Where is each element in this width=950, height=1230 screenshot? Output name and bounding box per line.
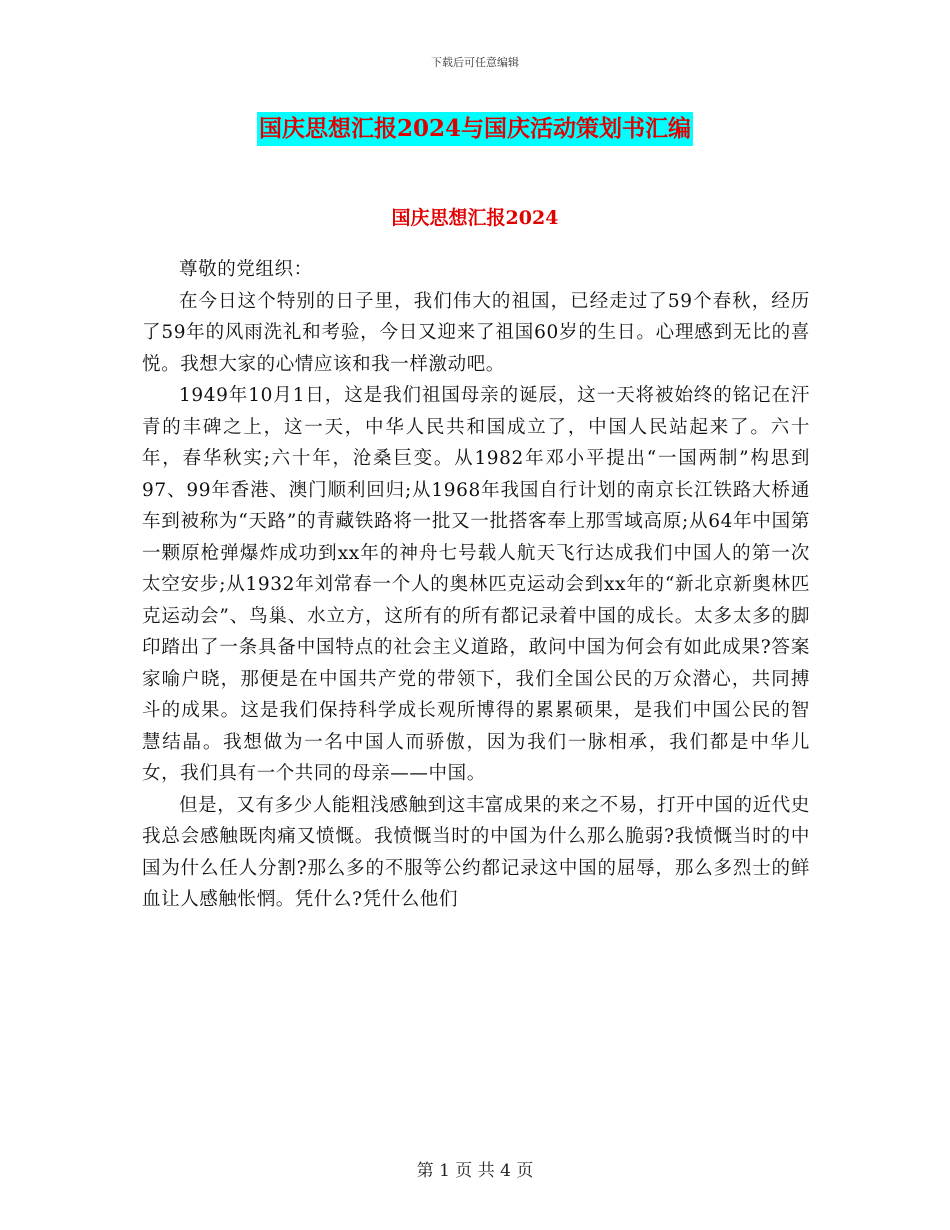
body-paragraph: 在今日这个特别的日子里，我们伟大的祖国，已经走过了59个春秋，经历了59年的风雨洗礼和考验，今日又迎来了祖国60岁的生日。心理感到无比的喜悦。我想大家的心情应该和我一样激动吧。 <box>142 290 810 375</box>
main-title-container <box>0 112 950 146</box>
main-title: 国庆思想汇报2024与国庆活动策划书汇编 <box>257 112 693 146</box>
document-body <box>142 222 810 916</box>
salutation-paragraph: 尊敬的党组织： <box>179 259 313 280</box>
header-note: 下载后可任意编辑 <box>431 56 519 69</box>
body-paragraph: 1949年10月1日，这是我们祖国母亲的诞辰，这一天将被始终的铭记在汗青的丰碑之上，这一天，中华人民共和国成立了，中国人民站起来了。六十年，春华秋实;六十年，沧桑巨变。从1982年邓小平提出“一国两制”构思到97、99年香港、澳门顺利回归;从1968年我国自行计划的南京长江铁路大桥通车到被称为“天路”的青藏铁路将一批又一批搭客奉上那雪域高原;从64年中国第一颗原枪弹爆炸成功到xx年的神舟七号载人航天飞行达成我们中国人的第一次太空安步;从1932年刘常春一个人的奥林匹克运动会到xx年的“新北京新奥林匹克运动会”、鸟巢、水立方，这所有的所有都记录着中国的成长。太多太多的脚印踏出了一条具备中国特点的社会主义道路，敢问中国为何会有如此成果?答案家喻户晓，那便是在中国共产党的带领下，我们全国公民的万众潜心，共同搏斗的成果。这是我们保持科学成长观所博得的累累硕果，是我们中国公民的智慧结晶。我想做为一名中国人而骄傲，因为我们一脉相承，我们都是中华儿女，我们具有一个共同的母亲——中国。 <box>142 385 810 784</box>
section-title: 国庆思想汇报2024 <box>391 207 559 229</box>
body-paragraph: 但是，又有多少人能粗浅感触到这丰富成果的来之不易，打开中国的近代史我总会感触既肉痛又愤慨。我愤慨当时的中国为什么那么脆弱?我愤慨当时的中国为什么任人分割?那么多的不服等公约都记录这中国的屈辱，那么多烈士的鲜血让人感触怅惘。凭什么?凭什么他们 <box>142 794 810 910</box>
page-footer: 第 1 页 共 4 页 <box>416 1161 534 1181</box>
